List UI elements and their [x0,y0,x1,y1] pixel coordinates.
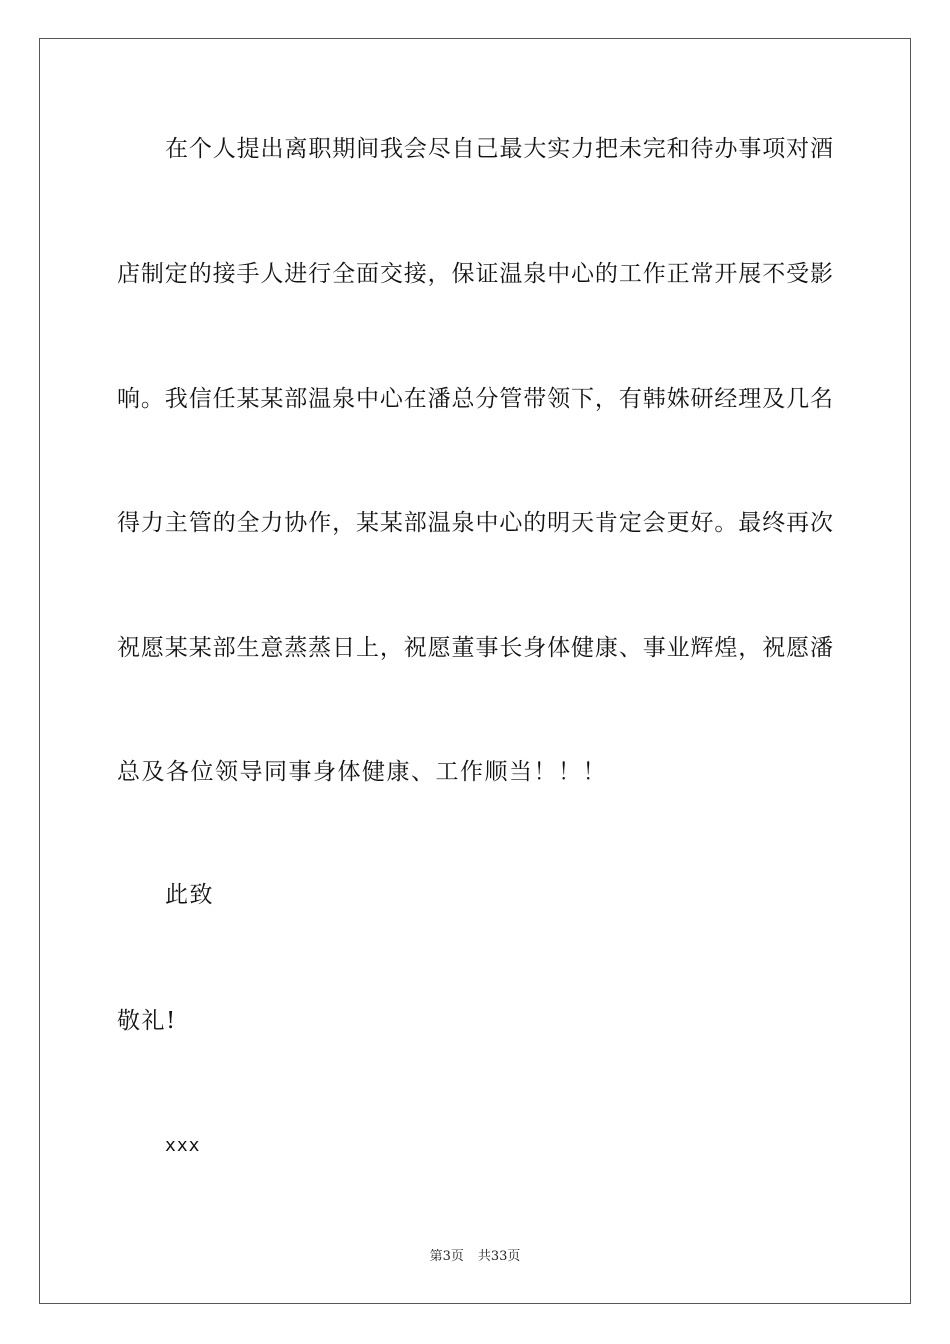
body-line-5: 祝愿某某部生意蒸蒸日上，祝愿董事长身体健康、事业辉煌，祝愿潘 [117,635,833,661]
salutation-text: 敬礼! [117,1008,177,1034]
page-current: 第3页 [429,1249,464,1264]
body-line-4: 得力主管的全力协作，某某部温泉中心的明天肯定会更好。最终再次 [117,510,833,536]
page-footer [0,1248,950,1266]
body-line-2: 店制定的接手人进行全面交接，保证温泉中心的工作正常开展不受影 [117,261,833,287]
body-line-1: 在个人提出离职期间我会尽自己最大实力把未完和待办事项对酒 [165,136,833,162]
closing-text: 此致 [165,882,214,908]
page-total: 共33页 [477,1249,521,1264]
body-line-3: 响。我信任某某部温泉中心在潘总分管带领下，有韩姝研经理及几名 [117,386,833,412]
page-border [39,38,911,1304]
signature-text: xxx [165,1135,201,1156]
body-line-6: 总及各位领导同事身体健康、工作顺当！！！ [117,759,607,785]
